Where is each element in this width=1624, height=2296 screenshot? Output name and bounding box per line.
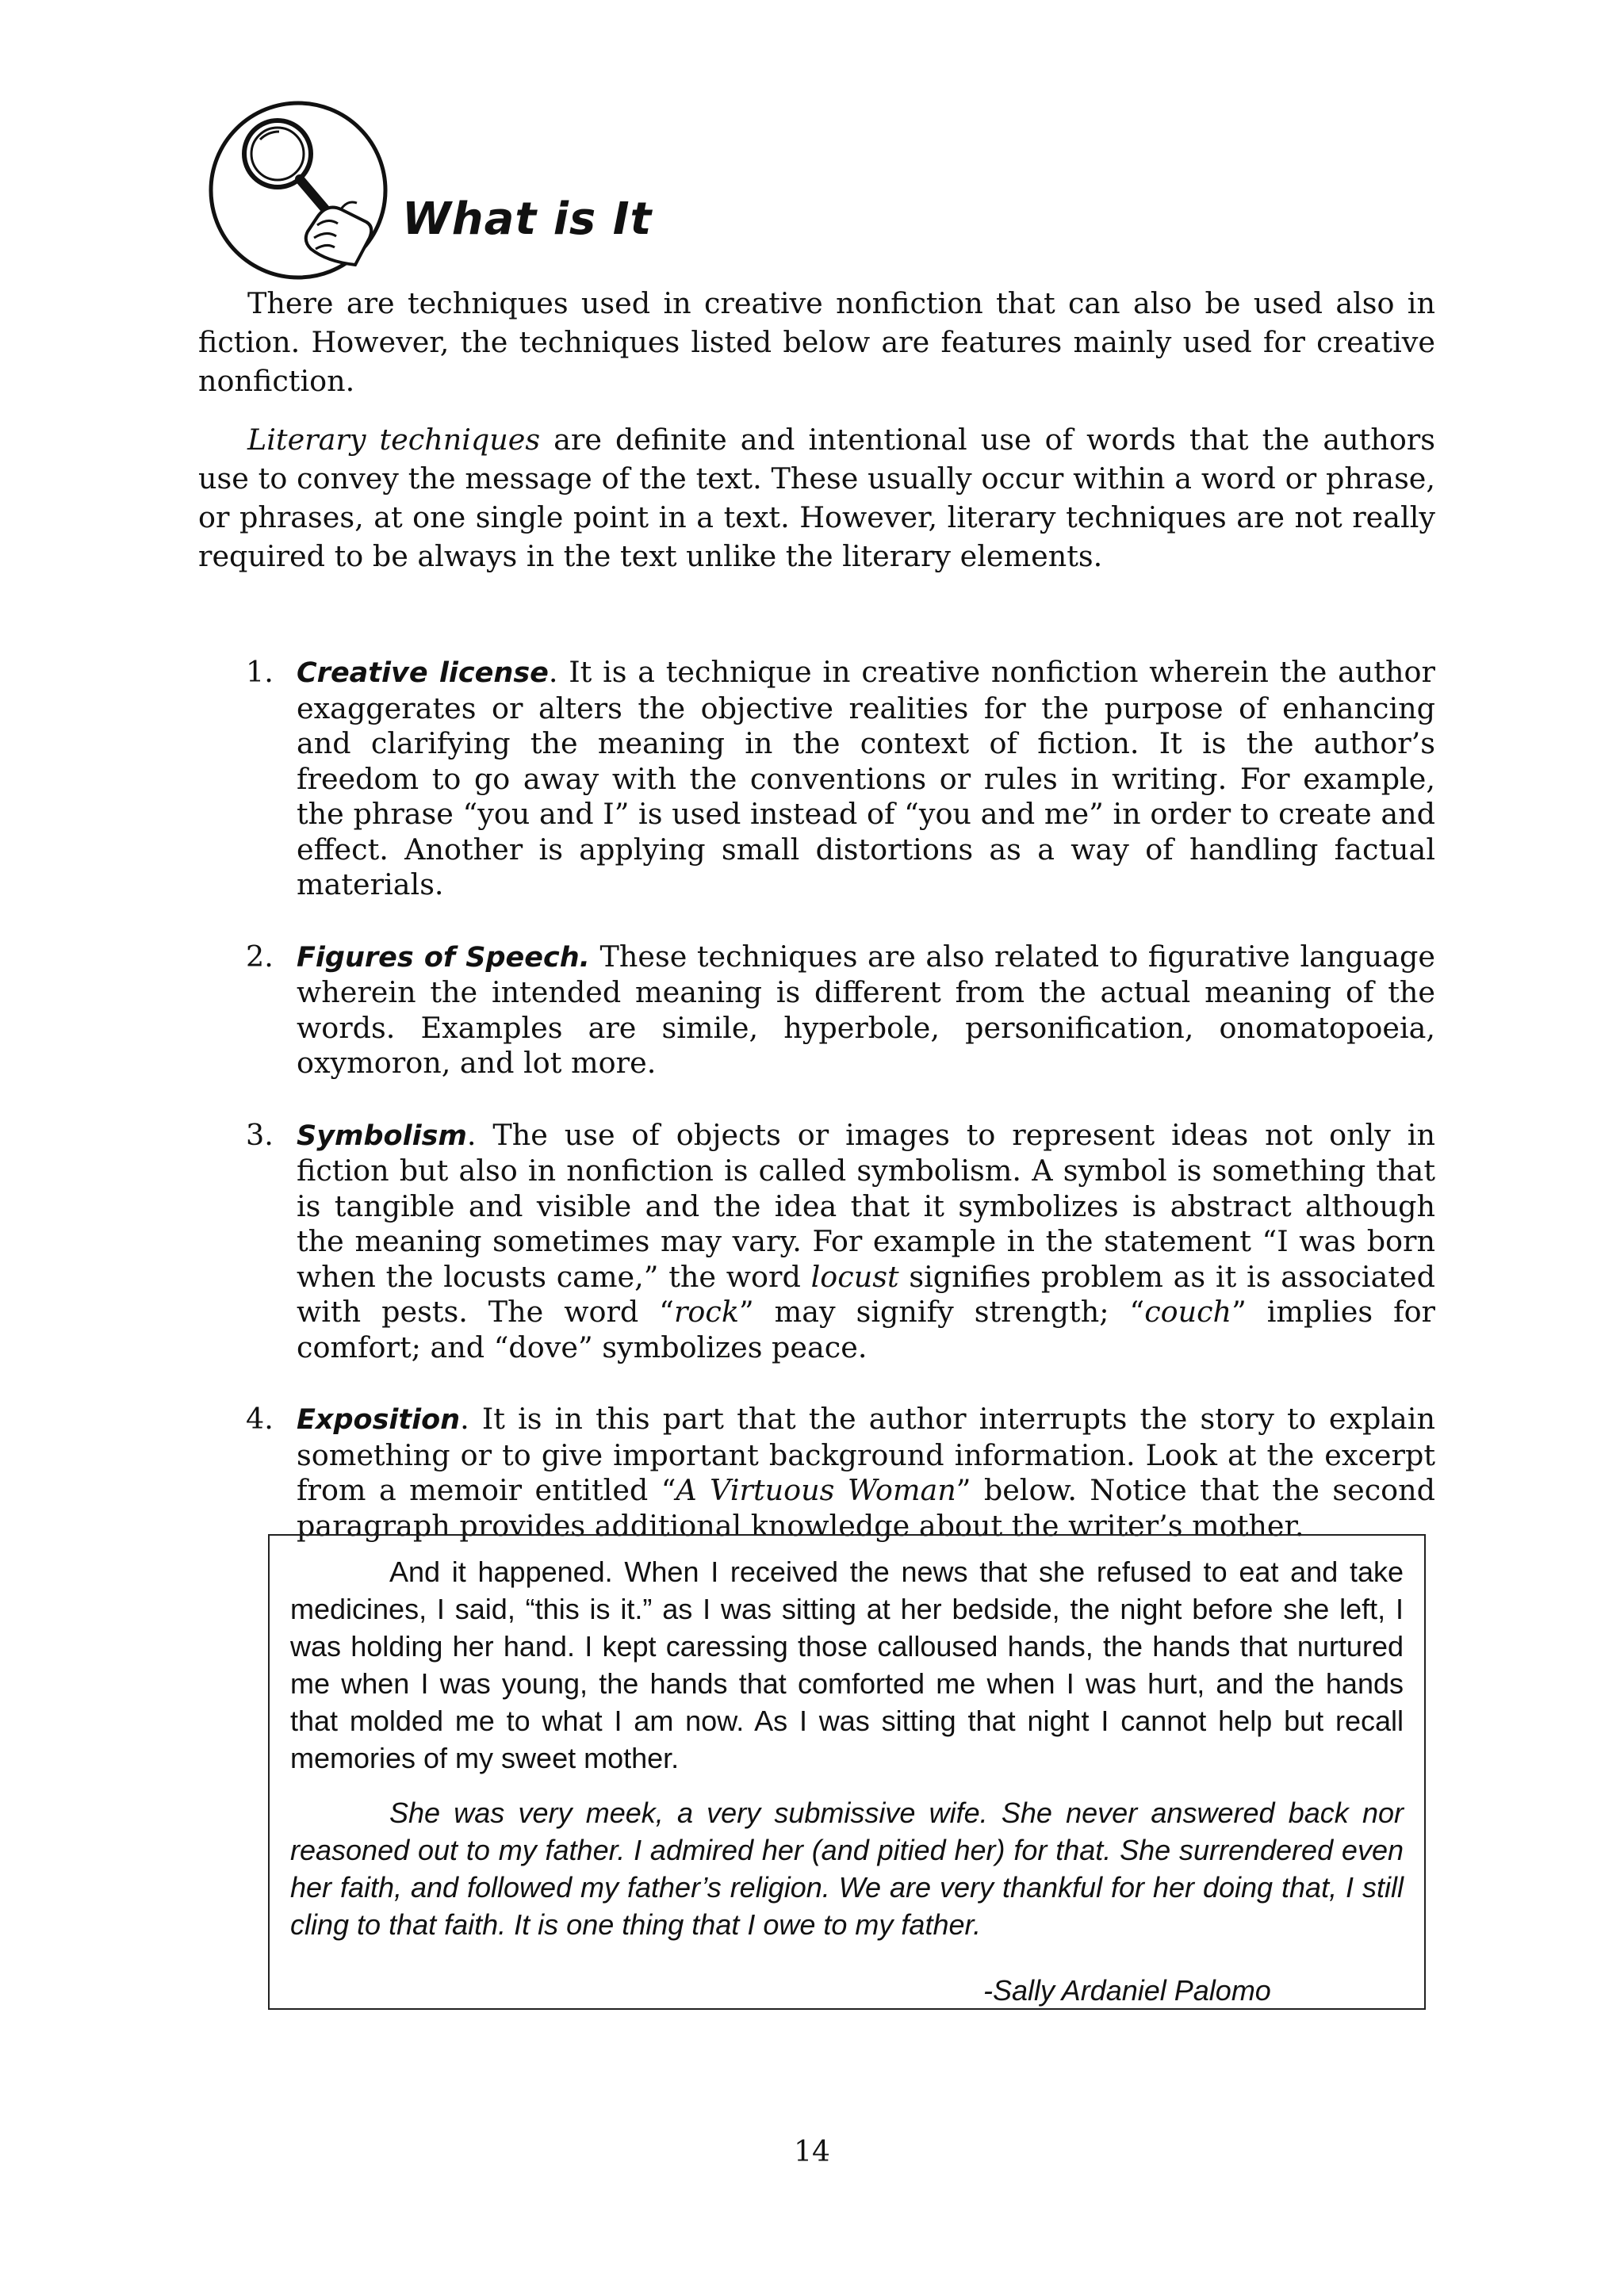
techniques-list xyxy=(238,655,1435,1580)
italic-word: rock xyxy=(673,1295,739,1329)
list-item xyxy=(238,1402,1435,1544)
technique-description: . The use of objects or images to represent ideas not only in fiction but also in nonfiction is called symbolism. A symbol is something that is tangible and visible and the idea that it symbolizes is abstract although the meaning sometimes may vary. For example in the statement “I was born when the locusts came,” the word xyxy=(297,1117,1435,1294)
technique-term: Creative license xyxy=(297,657,549,689)
literary-techniques-term: Literary techniques xyxy=(247,423,541,457)
technique-description: ” below. Notice that the second paragraph provides additional knowledge about the writer’s mother. xyxy=(297,1473,1435,1543)
section-title: What is It xyxy=(402,193,653,245)
intro-paragraph-2 xyxy=(198,420,1435,576)
list-item-number: 1. xyxy=(246,655,274,689)
technique-description: These techniques are also related to figurative language wherein the intended meaning is different from the actual meaning of the words. Examples are simile, hyperbole, personification, onomatopoeia, oxymoron, and lot more. xyxy=(297,939,1435,1080)
technique-term: Figures of Speech. xyxy=(297,941,590,974)
italic-word: locust xyxy=(810,1259,899,1294)
list-item-number: 3. xyxy=(246,1117,274,1152)
magnifying-glass-in-hand-icon xyxy=(208,98,392,282)
excerpt-paragraph-2: She was very meek, a very submissive wife. She never answered back nor reasoned out to my father. I admired her (and pitied her) for that. She surrendered even her faith, and followed my father’s religion. We are very thankful for her doing that, I still cling to that faith. It is one thing that I owe to my father. xyxy=(290,1797,1404,1941)
list-item xyxy=(238,1118,1435,1366)
technique-description: signifies problem as it is associated with pests. The word “ xyxy=(297,1259,1435,1329)
intro-paragraph-1-text: There are techniques used in creative nonfiction that can also be used also in fiction. However, the techniques listed below are features mainly used for creative nonfiction. xyxy=(198,286,1435,398)
italic-word: couch xyxy=(1144,1295,1232,1329)
technique-description: ” implies for comfort; and “dove” symbolizes peace. xyxy=(297,1295,1435,1364)
memoir-title: A Virtuous Woman xyxy=(676,1473,956,1507)
memoir-excerpt-box xyxy=(268,1534,1426,2010)
excerpt-paragraph-1: And it happened. When I received the news that she refused to eat and take medicines, I said, “this is it.” as I was sitting at her bedside, the night before she left, I was holding her hand. I kept caressing those calloused hands, the hands that nurtured me when I was young, the hands that comforted me when I was hurt, and the hands that molded me to what I am now. As I was sitting that night I cannot help but recall memories of my sweet mother. xyxy=(290,1556,1404,1774)
technique-description: ” may signify strength; “ xyxy=(738,1295,1145,1329)
list-item xyxy=(238,655,1435,903)
section-header xyxy=(208,98,842,282)
technique-description: . It is a technique in creative nonfiction wherein the author exaggerates or alters the objective realities for the purpose of enhancing and clarifying the meaning in the context of fiction. It is the author’s freedom to go away with the conventions or rules in writing. For example, the phrase “you and I” is used instead of “you and me” in order to create and effect. Another is applying small distortions as a way of handling factual materials. xyxy=(297,655,1435,901)
technique-description: . It is in this part that the author interrupts the story to explain something or to give important background information. Look at the excerpt from a memoir entitled “ xyxy=(297,1402,1435,1507)
intro-paragraph-2-text: are definite and intentional use of words that the authors use to convey the message of the text. These usually occur within a word or phrase, or phrases, at one single point in a text. However, literary techniques are not really required to be always in the text unlike the literary elements. xyxy=(198,423,1435,573)
list-item-number: 2. xyxy=(246,939,274,974)
list-item-number: 4. xyxy=(246,1402,274,1436)
excerpt-author: -Sally Ardaniel Palomo xyxy=(983,1974,1271,2007)
list-item xyxy=(238,939,1435,1081)
page-number: 14 xyxy=(794,2136,830,2168)
intro-paragraph-1 xyxy=(198,284,1435,400)
technique-term: Symbolism xyxy=(297,1119,467,1152)
technique-term: Exposition xyxy=(297,1404,461,1436)
